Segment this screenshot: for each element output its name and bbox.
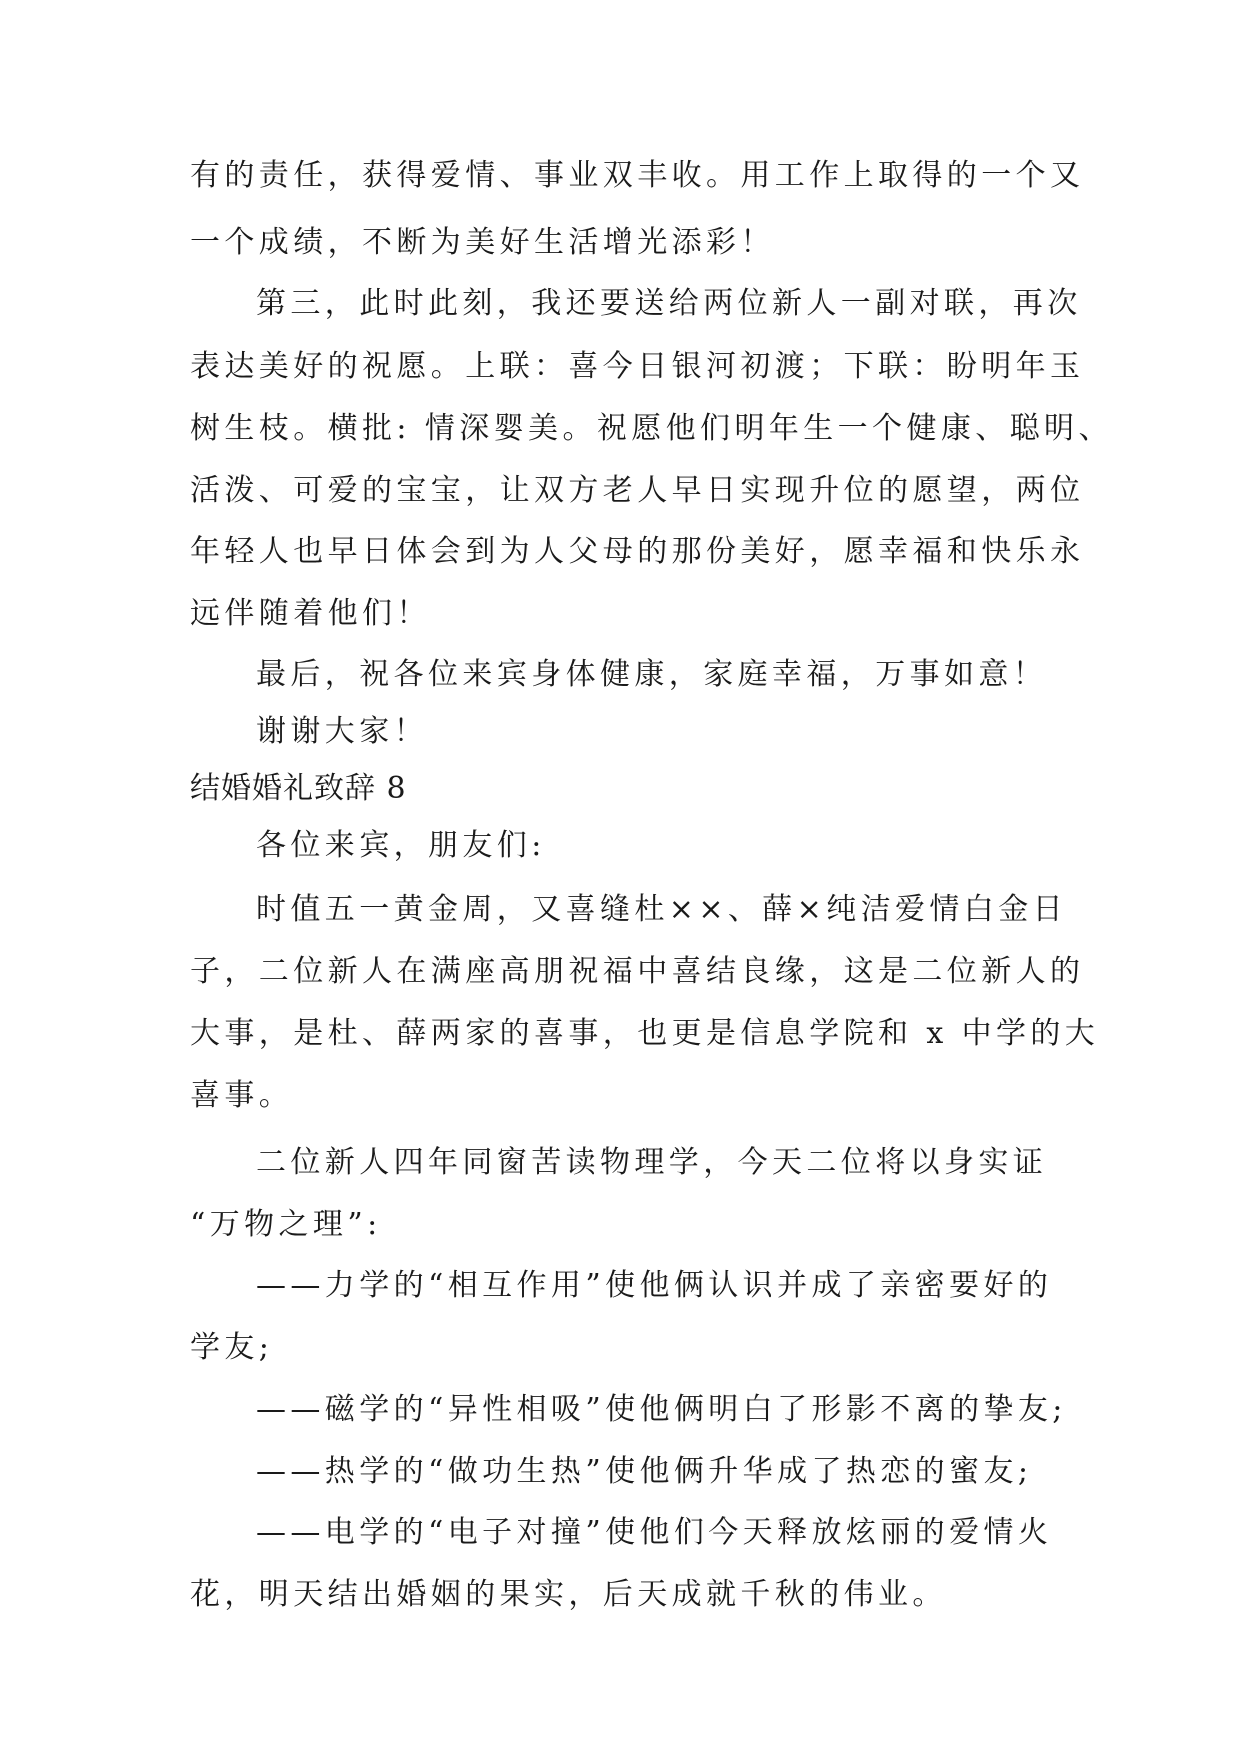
paragraph-line: ——电学的“电子对撞”使他们今天释放炫丽的爱情火 bbox=[256, 1515, 1053, 1550]
paragraph-line: 时值五一黄金周，又喜缝杜××、薛×纯洁爱情白金日 bbox=[256, 892, 1068, 927]
paragraph-line: ——热学的“做功生热”使他俩升华成了热恋的蜜友; bbox=[256, 1454, 1033, 1489]
salutation: 各位来宾，朋友们: bbox=[256, 828, 546, 863]
text-line: 学友; bbox=[190, 1330, 274, 1365]
paragraph-line: 二位新人四年同窗苦读物理学，今天二位将以身实证 bbox=[256, 1145, 1048, 1180]
paragraph-line: ——力学的“相互作用”使他俩认识并成了亲密要好的 bbox=[256, 1268, 1053, 1303]
text-line: 树生枝。横批: 情深婴美。祝愿他们明年生一个健康、聪明、 bbox=[190, 411, 1113, 446]
text-line: 有的责任，获得爱情、事业双丰收。用工作上取得的一个又 bbox=[190, 158, 1085, 193]
text-line: 活泼、可爱的宝宝，让双方老人早日实现升位的愿望，两位 bbox=[190, 473, 1085, 508]
paragraph-line: 第三，此时此刻，我还要送给两位新人一副对联，再次 bbox=[256, 286, 1082, 321]
text-line: “万物之理”: bbox=[190, 1207, 382, 1242]
text-line: 表达美好的祝愿。上联：喜今日银河初渡；下联：盼明年玉 bbox=[190, 349, 1085, 384]
paragraph-line: 谢谢大家！ bbox=[256, 714, 428, 749]
text-line: 子，二位新人在满座高朋祝福中喜结良缘，这是二位新人的 bbox=[190, 954, 1085, 989]
text-line: 年轻人也早日体会到为人父母的那份美好，愿幸福和快乐永 bbox=[190, 534, 1085, 569]
paragraph-line: ——磁学的“异性相吸”使他俩明白了形影不离的挚友; bbox=[256, 1392, 1067, 1427]
text-line: 一个成绩，不断为美好生活增光添彩！ bbox=[190, 225, 775, 260]
text-line: 喜事。 bbox=[190, 1078, 294, 1113]
text-line: 远伴随着他们！ bbox=[190, 596, 431, 631]
text-line: 大事，是杜、薛两家的喜事，也更是信息学院和 x 中学的大 bbox=[190, 1016, 1100, 1051]
text-line: 花，明天结出婚姻的果实，后天成就千秋的伟业。 bbox=[190, 1577, 947, 1612]
section-heading: 结婚婚礼致辞 8 bbox=[190, 771, 407, 806]
paragraph-line: 最后，祝各位来宾身体健康，家庭幸福，万事如意！ bbox=[256, 657, 1048, 692]
